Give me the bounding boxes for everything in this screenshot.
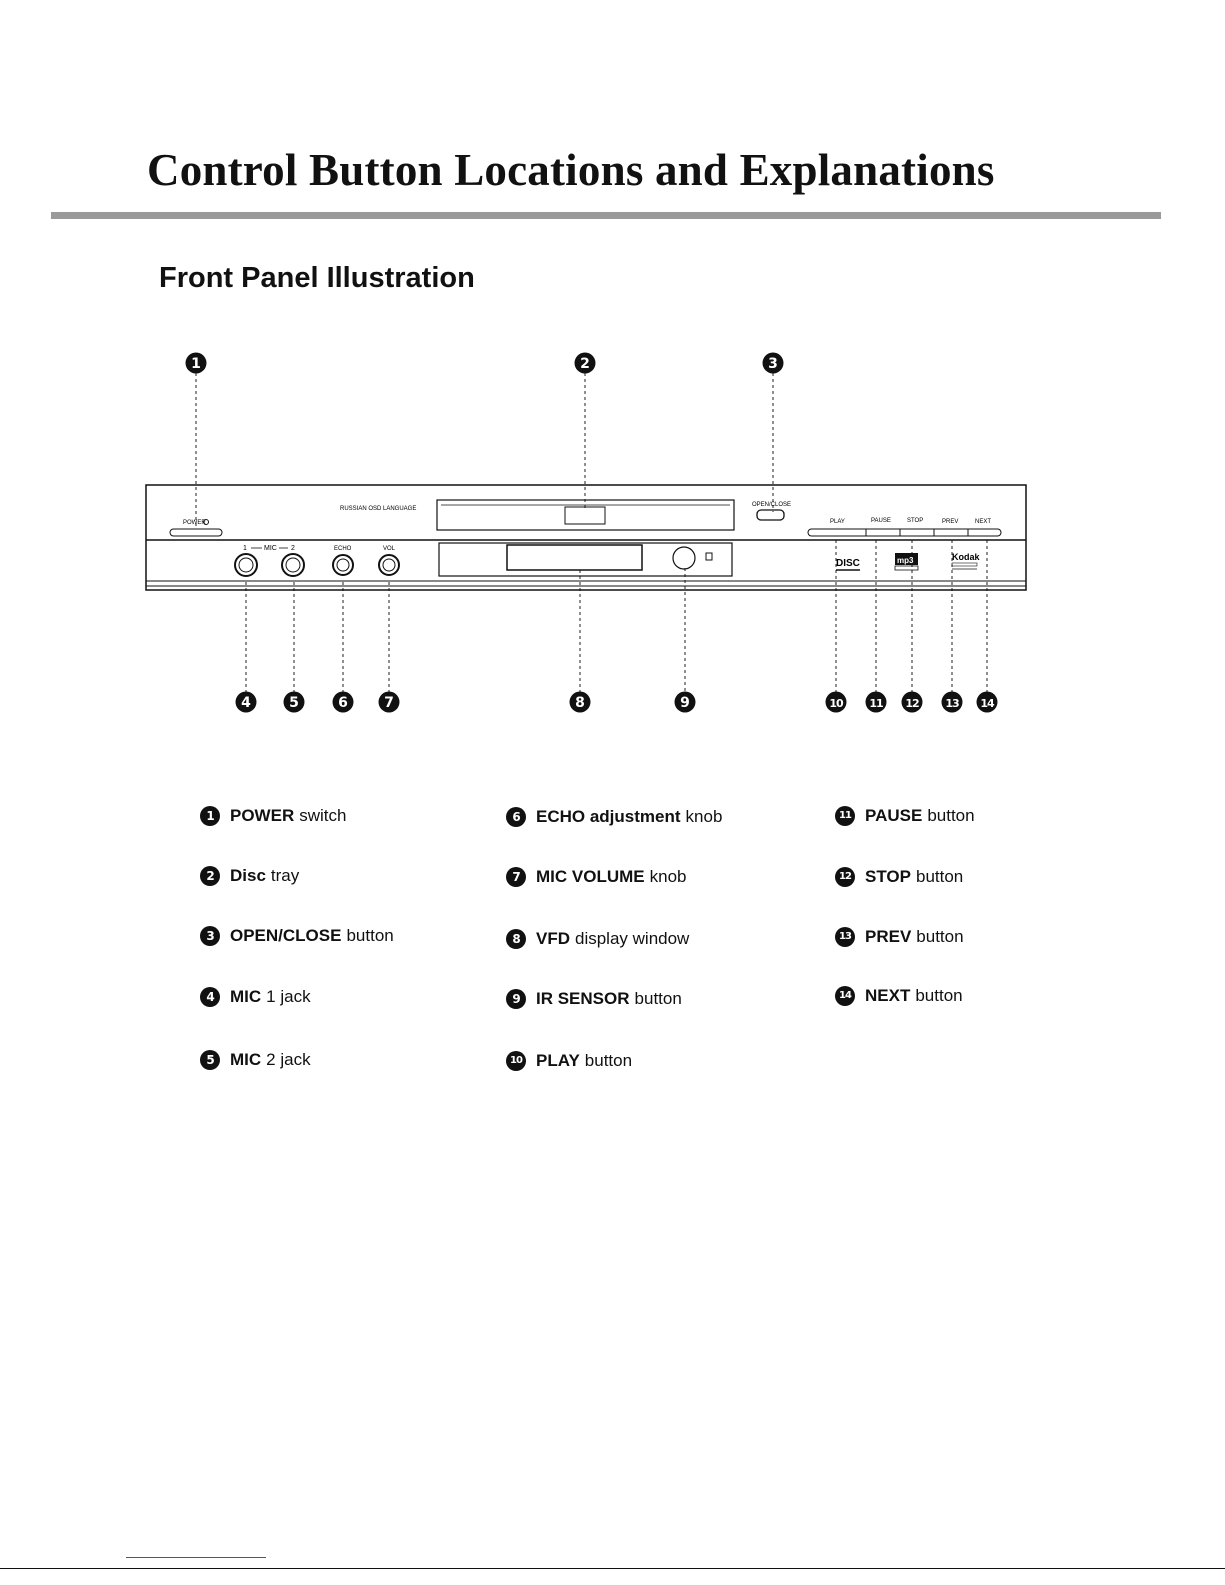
callout-9: [675, 692, 696, 713]
echo-knob[interactable]: [333, 555, 353, 575]
legend-term: PREV: [865, 927, 912, 946]
callout-5: [284, 692, 305, 713]
osd-language-label: RUSSIAN OSD LANGUAGE: [340, 506, 417, 512]
legend-number-badge: 7: [506, 867, 526, 887]
legend-description: button: [584, 1051, 633, 1070]
callout-number: 8: [575, 695, 585, 711]
vol-label: VOL: [383, 546, 396, 552]
callout-8: [570, 692, 591, 713]
kodak-logo: [952, 552, 981, 569]
legend-description: button: [915, 867, 964, 886]
legend-item-6: [506, 807, 722, 827]
legend-description: display window: [575, 929, 690, 948]
legend-term: ECHO adjustment: [536, 807, 681, 826]
pause-label: PAUSE: [871, 518, 891, 524]
legend-number-badge: 10: [506, 1051, 526, 1071]
legend-number-badge: 8: [506, 929, 526, 949]
legend-item-4: [200, 987, 311, 1007]
legend-description: tray: [270, 866, 300, 885]
legend-number-badge: 9: [506, 989, 526, 1009]
legend-number-badge: 12: [835, 867, 855, 887]
front-panel-illustration: [0, 340, 1225, 730]
legend-number-badge: 11: [835, 806, 855, 826]
callout-number: 13: [945, 697, 959, 710]
power-switch[interactable]: [170, 529, 222, 536]
legend-term: OPEN/CLOSE: [230, 926, 342, 945]
legend-description: 1 jack: [266, 987, 311, 1006]
legend-item-1: [200, 806, 346, 826]
callout-number: 6: [338, 695, 348, 711]
legend-description: button: [916, 927, 964, 946]
title-rule: [51, 212, 1161, 219]
vol-knob[interactable]: [379, 555, 399, 575]
mic1-label: 1: [243, 545, 247, 552]
mic2-label: 2: [291, 545, 295, 552]
legend-number-badge: 6: [506, 807, 526, 827]
legend-item-12: [835, 867, 963, 887]
legend-description: button: [927, 806, 975, 825]
ir-sensor[interactable]: [673, 547, 695, 569]
open-close-label: OPEN/CLOSE: [752, 502, 792, 508]
legend-term: VFD: [536, 929, 570, 948]
legend-term: STOP: [865, 867, 911, 886]
legend-item-3: [200, 926, 394, 946]
legend-description: knob: [685, 807, 723, 826]
callout-number: 5: [289, 695, 299, 711]
mic-label: MIC: [264, 545, 277, 552]
callout-number: 1: [191, 356, 201, 372]
footer-link-underline: [126, 1557, 266, 1558]
bottom-rule: [0, 1568, 1225, 1569]
callout-number: 3: [768, 356, 778, 372]
legend-item-8: [506, 929, 689, 949]
power-label: POWER: [183, 520, 206, 526]
legend-item-11: [835, 806, 975, 826]
page-title: Control Button Locations and Explanations: [147, 145, 995, 195]
leader-lines: [196, 373, 987, 692]
legend-description: 2 jack: [266, 1050, 311, 1069]
legend-item-2: [200, 866, 299, 886]
vfd-display-window: [507, 545, 642, 570]
svg-text:mp3: mp3: [897, 556, 914, 565]
callout-4: [236, 692, 257, 713]
legend-term: PAUSE: [865, 806, 923, 825]
callout-1: [186, 353, 207, 374]
callout-number: 12: [905, 697, 919, 710]
callout-13: [942, 692, 963, 713]
legend-description: button: [634, 989, 682, 1008]
legend-item-13: [835, 927, 964, 947]
legend-number-badge: 3: [200, 926, 220, 946]
callout-6: [333, 692, 354, 713]
callout-number: 9: [680, 695, 690, 711]
disc-logo: [836, 558, 860, 570]
legend-number-badge: 5: [200, 1050, 220, 1070]
legend-description: button: [346, 926, 394, 945]
callout-number: 7: [384, 695, 394, 711]
svg-text:Kodak: Kodak: [952, 552, 980, 562]
legend-number-badge: 4: [200, 987, 220, 1007]
legend-item-5: [200, 1050, 311, 1070]
legend-item-10: [506, 1051, 632, 1071]
echo-label: ECHO: [334, 546, 352, 552]
legend-term: PLAY: [536, 1051, 580, 1070]
legend-number-badge: 1: [200, 806, 220, 826]
callout-2: [575, 353, 596, 374]
legend-number-badge: 14: [835, 986, 855, 1006]
callout-number: 14: [980, 697, 994, 710]
legend-item-7: [506, 867, 686, 887]
legend-term: MIC: [230, 1050, 262, 1069]
panel-body: [146, 485, 1026, 590]
callout-3: [763, 353, 784, 374]
callout-number: 2: [580, 356, 590, 372]
legend-description: switch: [299, 806, 347, 825]
callout-12: [902, 692, 923, 713]
transport-bar: [808, 529, 1001, 536]
legend-item-14: [835, 986, 963, 1006]
legend-number-badge: 13: [835, 927, 855, 947]
legend-term: MIC: [230, 987, 262, 1006]
play-label: PLAY: [830, 519, 845, 525]
callout-7: [379, 692, 400, 713]
callout-14: [977, 692, 998, 713]
callout-number: 10: [829, 697, 843, 710]
callout-11: [866, 692, 887, 713]
section-title: Front Panel Illustration: [159, 262, 475, 294]
legend-number-badge: 2: [200, 866, 220, 886]
next-label: NEXT: [975, 519, 992, 525]
ir-indicator-icon: [706, 553, 712, 560]
mic1-jack[interactable]: [235, 554, 257, 576]
legend-item-9: [506, 989, 682, 1009]
legend-term: Disc: [230, 866, 266, 885]
legend-term: POWER: [230, 806, 295, 825]
svg-text:DISC: DISC: [836, 558, 860, 569]
callout-number: 4: [241, 695, 251, 711]
legend-term: IR SENSOR: [536, 989, 630, 1008]
callout-10: [826, 692, 847, 713]
disc-tray[interactable]: [437, 500, 734, 530]
legend-description: button: [915, 986, 963, 1005]
legend-term: NEXT: [865, 986, 911, 1005]
mic2-jack[interactable]: [282, 554, 304, 576]
stop-label: STOP: [907, 518, 924, 524]
disc-tray-button[interactable]: [565, 507, 605, 524]
prev-label: PREV: [942, 519, 959, 525]
open-close-button[interactable]: [757, 510, 784, 520]
legend-term: MIC VOLUME: [536, 867, 645, 886]
legend-description: knob: [649, 867, 687, 886]
callout-number: 11: [869, 697, 883, 710]
mp3-logo: [895, 553, 918, 570]
